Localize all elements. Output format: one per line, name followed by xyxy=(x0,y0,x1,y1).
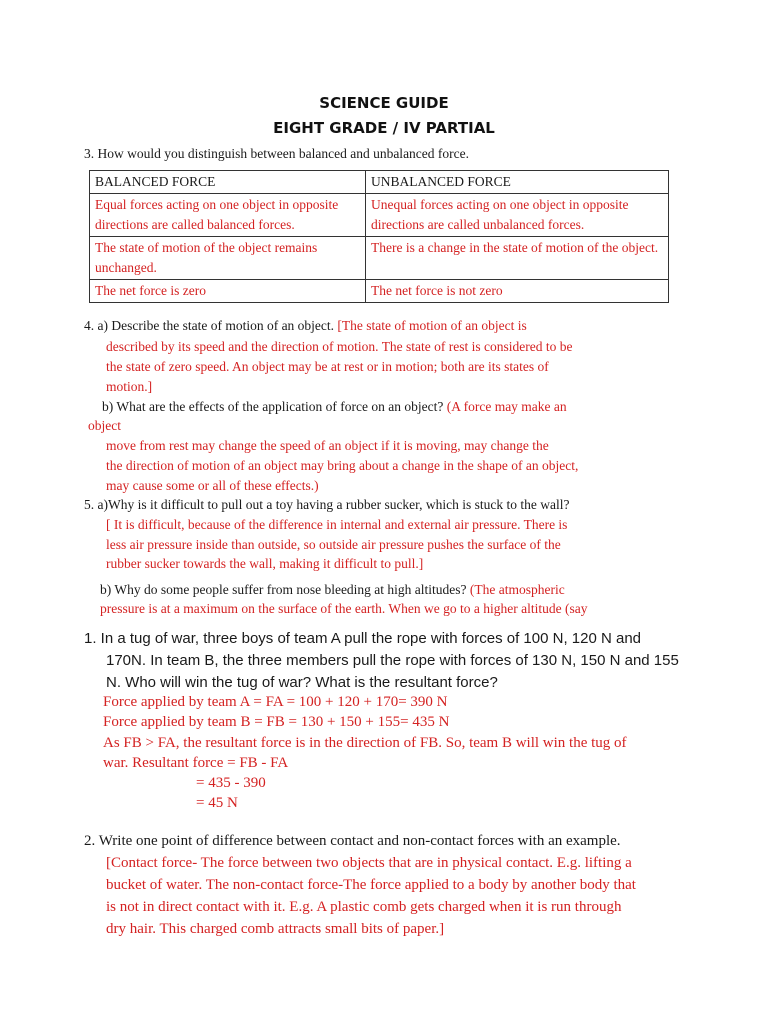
answer-2-line: is not in direct contact with it. E.g. A plastic comb gets charged when it is run through xyxy=(106,899,622,915)
answer-5b-start: (The atmospheric xyxy=(469,582,565,597)
question-3: 3. How would you distinguish between balanced and unbalanced force. xyxy=(84,146,470,161)
question-5b-text: b) Why do some people suffer from nose bleeding at high altitudes? xyxy=(100,582,467,597)
problem-2-question: 2. Write one point of difference between contact and non-contact forces with an example. xyxy=(84,833,621,849)
question-5a: 5. a)Why is it difficult to pull out a toy having a rubber sucker, which is stuck to the wall? xyxy=(84,497,570,512)
page-subtitle: EIGHT GRADE / IV PARTIAL xyxy=(273,119,495,137)
force-comparison-table xyxy=(89,170,669,303)
answer-4b-line: move from rest may change the speed of an object if it is moving, may change the xyxy=(106,438,549,453)
problem-1-line: 1. In a tug of war, three boys of team A pull the rope with forces of 100 N, 120 N and xyxy=(84,630,641,647)
table-cell: The net force is not zero xyxy=(366,280,669,303)
table-header-unbalanced: UNBALANCED FORCE xyxy=(366,171,669,194)
problem-1-line: N. Who will win the tug of war? What is the resultant force? xyxy=(106,674,498,691)
answer-5a-line: [ It is difficult, because of the difference in internal and external air pressure. There is xyxy=(106,517,568,532)
answer-4b-line: object xyxy=(88,418,121,433)
answer-4a-line: described by its speed and the direction of motion. The state of rest is considered to be xyxy=(106,339,573,354)
table-row xyxy=(90,237,669,280)
question-4b xyxy=(102,399,567,415)
answer-4a-line: the state of zero speed. An object may be at rest or in motion; both are its states of xyxy=(106,359,549,374)
table-cell: Equal forces acting on one object in opposite directions are called balanced forces. xyxy=(90,194,366,237)
answer-4b-line: the direction of motion of an object may bring about a change in the shape of an object, xyxy=(106,458,579,473)
table-header-row xyxy=(90,171,669,194)
question-4a-text: 4. a) Describe the state of motion of an object. xyxy=(84,318,335,333)
answer-1-line: = 45 N xyxy=(196,795,238,811)
problem-1-line: 170N. In team B, the three members pull the rope with forces of 130 N, 150 N and 155 xyxy=(106,652,679,669)
table-row xyxy=(90,194,669,237)
table-header-balanced: BALANCED FORCE xyxy=(90,171,366,194)
table-cell: Unequal forces acting on one object in opposite directions are called unbalanced forces. xyxy=(366,194,669,237)
question-4b-text: b) What are the effects of the application of force on an object? xyxy=(102,399,444,414)
answer-4b-line: may cause some or all of these effects.) xyxy=(106,478,319,493)
table-cell: There is a change in the state of motion of the object. xyxy=(366,237,669,280)
answer-1-line: = 435 - 390 xyxy=(196,775,266,791)
answer-1-line: As FB > FA, the resultant force is in the direction of FB. So, team B will win the tug of xyxy=(103,735,627,751)
answer-2-line: [Contact force- The force between two objects that are in physical contact. E.g. lifting a xyxy=(106,855,632,871)
question-5b xyxy=(100,582,565,598)
table-cell: The net force is zero xyxy=(90,280,366,303)
answer-1-line: war. Resultant force = FB - FA xyxy=(103,755,289,771)
answer-1-line: Force applied by team A = FA = 100 + 120 + 170= 390 N xyxy=(103,694,448,710)
answer-4b-start: (A force may make an xyxy=(446,399,567,414)
answer-5b-line: pressure is at a maximum on the surface of the earth. When we go to a higher altitude (say xyxy=(100,601,588,616)
question-4a xyxy=(84,318,527,334)
answer-2-line: bucket of water. The non-contact force-The force applied to a body by another body that xyxy=(106,877,636,893)
answer-4a-line: motion.] xyxy=(106,379,153,394)
answer-4a-start: [The state of motion of an object is xyxy=(337,318,527,333)
answer-5a-line: rubber sucker towards the wall, making it difficult to pull.] xyxy=(106,556,424,571)
answer-1-line: Force applied by team B = FB = 130 + 150 + 155= 435 N xyxy=(103,714,450,730)
answer-2-line: dry hair. This charged comb attracts small bits of paper.] xyxy=(106,921,445,937)
table-cell: The state of motion of the object remains unchanged. xyxy=(90,237,366,280)
answer-5a-line: less air pressure inside than outside, so outside air pressure pushes the surface of the xyxy=(106,537,561,552)
page-title: SCIENCE GUIDE xyxy=(319,94,449,112)
table-row xyxy=(90,280,669,303)
